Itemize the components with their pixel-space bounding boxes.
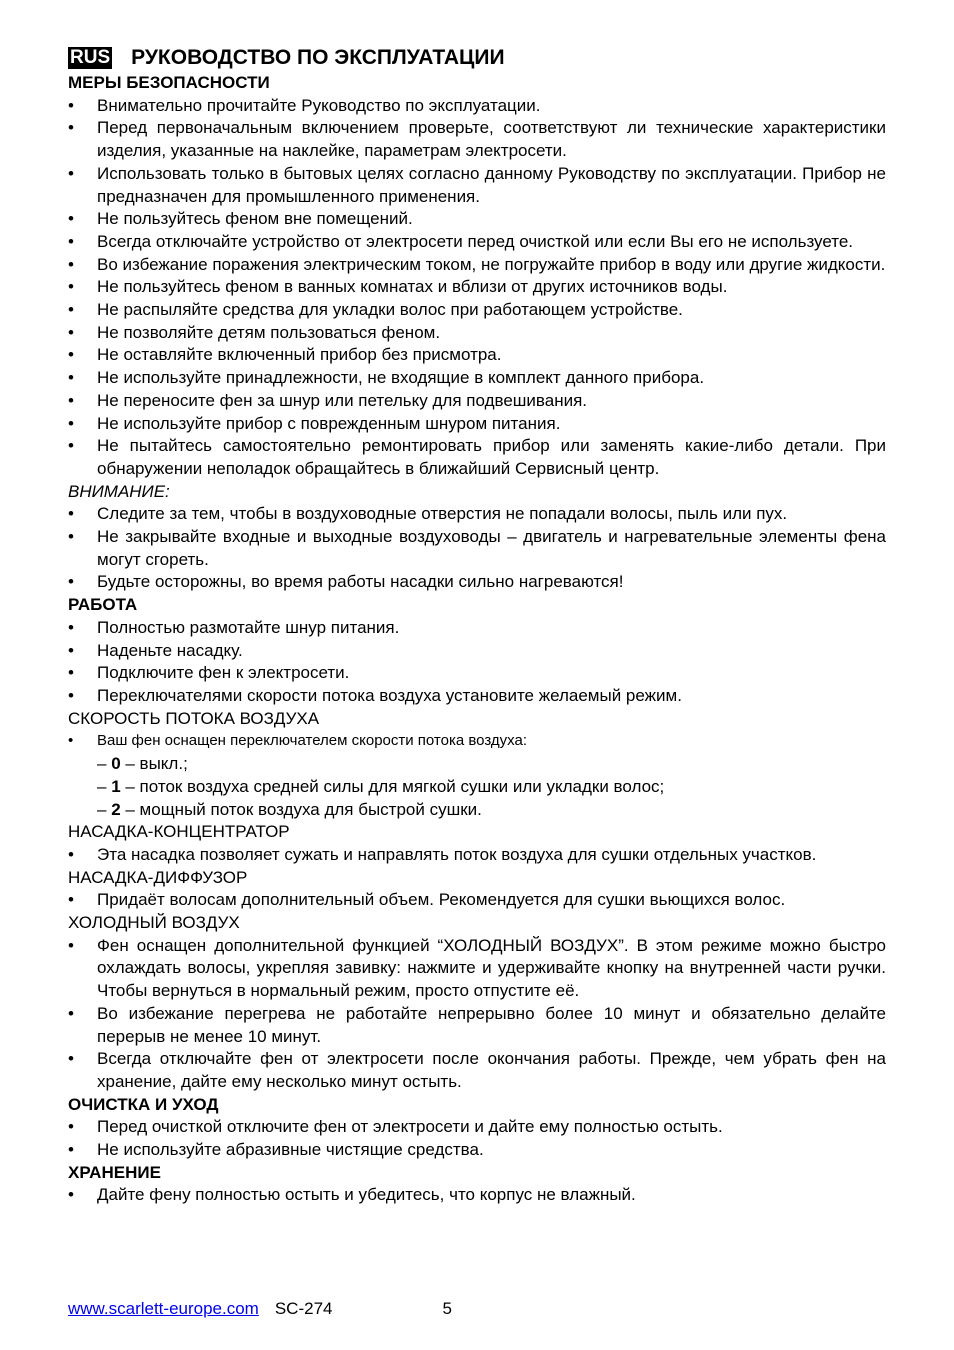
list-item-text: Переключателями скорости потока воздуха установите желаемый режим. — [97, 685, 682, 705]
list-item-text: Полностью размотайте шнур питания. — [97, 617, 400, 637]
diffuser-heading: НАСАДКА-ДИФФУЗОР — [68, 867, 248, 887]
bullet-icon: • — [68, 413, 74, 433]
operation-list — [68, 617, 886, 708]
cleaning-heading: ОЧИСТКА И УХОД — [68, 1094, 219, 1114]
page-title: РУКОВОДСТВО ПО ЭКСПЛУАТАЦИИ — [131, 46, 505, 69]
list-item-text: Фен оснащен дополнительной функцией “ХОЛОДНЫЙ ВОЗДУХ”. В этом режиме можно быстро охлаждать волосы, укрепляя завивку: нажмите и удерживайте кнопку на внутренней части ручки. Чтобы вернуться в нормальный режим, просто отпустите её. — [97, 935, 886, 1001]
cool-air-list — [68, 935, 886, 1094]
list-item-text: Будьте осторожны, во время работы насадки сильно нагреваются! — [97, 572, 624, 592]
speed-mode-dash: – — [97, 799, 112, 819]
website-link[interactable]: www.scarlett-europe.com — [68, 1299, 259, 1318]
title-row — [68, 44, 886, 72]
bullet-icon: • — [68, 118, 74, 138]
list-item — [68, 526, 886, 571]
bullet-icon: • — [68, 572, 74, 592]
list-item — [68, 276, 886, 299]
list-item — [68, 617, 886, 640]
attention-list — [68, 503, 886, 594]
list-item-text: Не используйте принадлежности, не входящие в комплект данного прибора. — [97, 368, 705, 388]
bullet-icon: • — [68, 277, 74, 297]
list-item-text: Наденьте насадку. — [97, 640, 243, 660]
list-item — [68, 254, 886, 277]
attention-label: ВНИМАНИЕ: — [68, 481, 170, 501]
airflow-intro-text: Ваш фен оснащен переключателем скорости потока воздуха: — [97, 732, 527, 750]
list-item — [68, 730, 886, 753]
operation-heading: РАБОТА — [68, 595, 138, 615]
list-item-text: Эта насадка позволяет сужать и направлять поток воздуха для сушки отдельных участков. — [97, 844, 817, 864]
list-item-text: Во избежание поражения электрическим током, не погружайте прибор в воду или другие жидкости. — [97, 254, 886, 274]
bullet-icon: • — [68, 254, 74, 274]
list-item — [68, 299, 886, 322]
speed-mode-dash: – — [97, 754, 112, 774]
speed-mode-text: – мощный поток воздуха для быстрой сушки. — [120, 799, 482, 819]
speed-mode-number: 2 — [111, 799, 121, 819]
bullet-icon: • — [68, 935, 74, 955]
list-item-text: Перед первоначальным включением проверьте, соответствуют ли технические характеристики изделия, указанные на наклейке, параметрам электросети. — [97, 118, 886, 161]
list-item — [68, 117, 886, 162]
bullet-icon: • — [68, 732, 74, 750]
page-footer — [68, 1299, 452, 1319]
list-item-text: Следите за тем, чтобы в воздуховодные отверстия не попадали волосы, пыль или пух. — [97, 504, 788, 524]
bullet-icon: • — [68, 436, 74, 456]
bullet-icon: • — [68, 1117, 74, 1137]
list-item — [68, 844, 886, 867]
list-item-text: Не закрывайте входные и выходные воздуховоды – двигатель и нагревательные элементы фена могут сгореть. — [97, 527, 886, 569]
bullet-icon: • — [68, 322, 74, 342]
speed-mode-number: 1 — [111, 776, 121, 796]
list-item — [68, 435, 886, 480]
list-item-text: Перед очисткой отключите фен от электросети и дайте ему полностью остыть. — [97, 1117, 723, 1137]
list-item — [68, 231, 886, 254]
storage-list — [68, 1184, 886, 1207]
list-item — [68, 1048, 886, 1093]
bullet-icon: • — [68, 1140, 74, 1160]
list-item — [68, 1184, 886, 1207]
bullet-icon: • — [68, 231, 74, 251]
list-item — [68, 95, 886, 118]
list-item — [68, 163, 886, 208]
speed-mode-text: – поток воздуха средней силы для мягкой сушки или укладки волос; — [120, 776, 665, 796]
speed-mode-2 — [68, 799, 886, 822]
bullet-icon: • — [68, 163, 74, 183]
list-item — [68, 367, 886, 390]
airflow-heading: СКОРОСТЬ ПОТОКА ВОЗДУХА — [68, 708, 320, 728]
concentrator-heading: НАСАДКА-КОНЦЕНТРАТОР — [68, 822, 290, 842]
list-item-text: Придаёт волосам дополнительный объем. Рекомендуется для сушки вьющихся волос. — [97, 890, 786, 910]
list-item — [68, 413, 886, 436]
list-item — [68, 1003, 886, 1048]
bullet-icon: • — [68, 368, 74, 388]
list-item — [68, 390, 886, 413]
bullet-icon: • — [68, 390, 74, 410]
list-item-text: Всегда отключайте фен от электросети после окончания работы. Прежде, чем убрать фен на хранение, дайте ему несколько минут остыть. — [97, 1049, 886, 1091]
bullet-icon: • — [68, 1185, 74, 1205]
list-item — [68, 571, 886, 594]
list-item — [68, 1116, 886, 1139]
list-item — [68, 640, 886, 663]
speed-mode-dash: – — [97, 776, 112, 796]
concentrator-list — [68, 844, 886, 867]
bullet-icon: • — [68, 617, 74, 637]
list-item-text: Не позволяйте детям пользоваться феном. — [97, 322, 441, 342]
cool-air-heading: ХОЛОДНЫЙ ВОЗДУХ — [68, 913, 240, 933]
list-item-text: Во избежание перегрева не работайте непрерывно более 10 минут и обязательно делайте перерыв не менее 10 минут. — [97, 1003, 886, 1046]
bullet-icon: • — [68, 1049, 74, 1069]
speed-mode-0 — [68, 753, 886, 776]
list-item-text: Дайте фену полностью остыть и убедитесь, что корпус не влажный. — [97, 1185, 636, 1205]
safety-list — [68, 95, 886, 481]
list-item-text: Всегда отключайте устройство от электросети перед очисткой или если Вы его не используете. — [97, 231, 854, 251]
list-item-text: Не пытайтесь самостоятельно ремонтировать прибор или заменять какие-либо детали. При обнаружении неполадок обращайтесь в ближайший Сервисный центр. — [97, 436, 886, 478]
bullet-icon: • — [68, 663, 74, 683]
page-number: 5 — [442, 1299, 452, 1318]
list-item-text: Не пользуйтесь феном в ванных комнатах и вблизи от других источников воды. — [97, 277, 728, 297]
list-item — [68, 208, 886, 231]
list-item-text: Подключите фен к электросети. — [97, 663, 350, 683]
bullet-icon: • — [68, 95, 74, 115]
model-number: SC-274 — [274, 1299, 333, 1318]
bullet-icon: • — [68, 300, 74, 320]
list-item — [68, 889, 886, 912]
bullet-icon: • — [68, 527, 74, 547]
diffuser-list — [68, 889, 886, 912]
list-item-text: Не переносите фен за шнур или петельку для подвешивания. — [97, 390, 588, 410]
manual-page — [68, 44, 886, 1207]
airflow-intro-list — [68, 730, 886, 753]
language-badge: RUS — [70, 47, 111, 68]
safety-heading: МЕРЫ БЕЗОПАСНОСТИ — [68, 73, 270, 92]
list-item — [68, 662, 886, 685]
storage-heading: ХРАНЕНИЕ — [68, 1162, 161, 1182]
list-item-text: Не оставляйте включенный прибор без присмотра. — [97, 345, 502, 365]
speed-mode-number: 0 — [111, 754, 121, 774]
bullet-icon: • — [68, 685, 74, 705]
bullet-icon: • — [68, 504, 74, 524]
list-item — [68, 935, 886, 1003]
bullet-icon: • — [68, 640, 74, 660]
list-item-text: Использовать только в бытовых целях согласно данному Руководству по эксплуатации. Прибор не предназначен для промышленного применения. — [97, 163, 886, 206]
bullet-icon: • — [68, 209, 74, 229]
list-item-text: Не пользуйтесь феном вне помещений. — [97, 209, 413, 229]
cleaning-list — [68, 1116, 886, 1161]
list-item — [68, 503, 886, 526]
bullet-icon: • — [68, 345, 74, 365]
list-item-text: Не используйте абразивные чистящие средства. — [97, 1140, 484, 1160]
list-item-text: Не используйте прибор с поврежденным шнуром питания. — [97, 413, 561, 433]
list-item — [68, 685, 886, 708]
speed-mode-1 — [68, 776, 886, 799]
speed-mode-text: – выкл.; — [120, 754, 188, 774]
bullet-icon: • — [68, 844, 74, 864]
list-item — [68, 344, 886, 367]
list-item-text: Не распыляйте средства для укладки волос при работающем устройстве. — [97, 300, 683, 320]
bullet-icon: • — [68, 1003, 74, 1023]
list-item — [68, 322, 886, 345]
list-item-text: Внимательно прочитайте Руководство по эксплуатации. — [97, 95, 541, 115]
bullet-icon: • — [68, 890, 74, 910]
list-item — [68, 1139, 886, 1162]
